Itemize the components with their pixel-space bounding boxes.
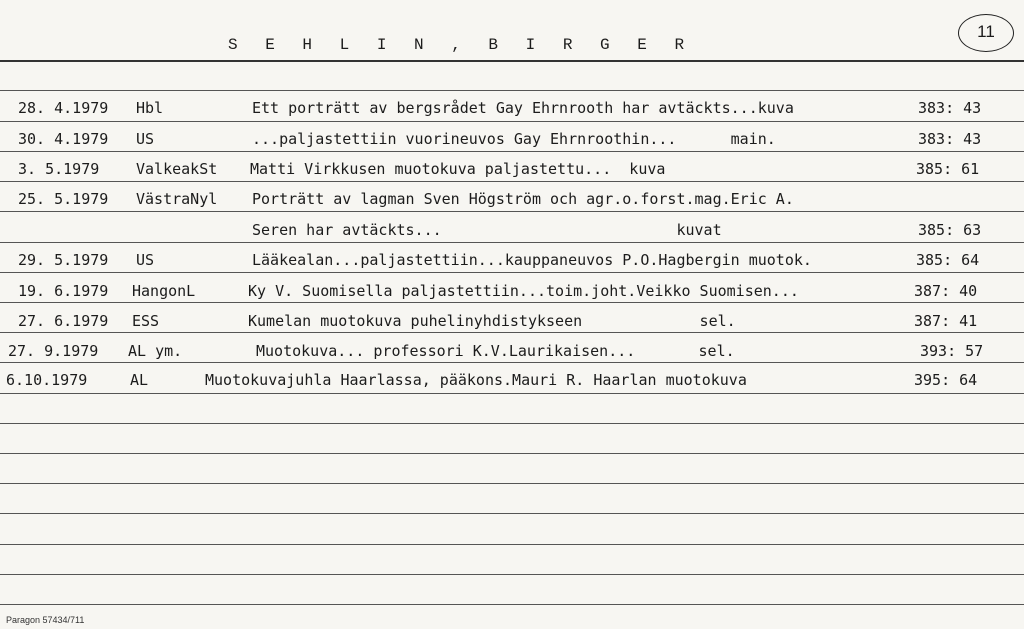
entry-source: Hbl	[136, 99, 164, 117]
entry-ref: 385: 63	[918, 221, 982, 239]
entry-ref: 383: 43	[918, 99, 982, 117]
entry-source: VästraNyl	[136, 190, 218, 208]
entry-row	[0, 189, 1024, 219]
entry-source: AL	[130, 371, 149, 389]
entry-date: 3. 5.1979	[18, 160, 100, 178]
entry-text: Lääkealan...paljastettiin...kauppaneuvos P.O.Hagbergin muotok.	[252, 251, 812, 269]
ruled-line	[0, 574, 1024, 575]
ruled-line	[0, 604, 1024, 605]
ruled-line	[0, 513, 1024, 514]
card-number: 11	[958, 14, 1014, 52]
entry-date: 25. 5.1979	[18, 190, 109, 208]
entry-text: Ett porträtt av bergsrådet Gay Ehrnrooth har avtäckts...kuva	[252, 99, 794, 117]
card-footer: Paragon 57434/711	[6, 615, 85, 625]
entry-ref: 385: 64	[916, 251, 980, 269]
entry-text: Ky V. Suomisella paljastettiin...toim.joht.Veikko Suomisen...	[248, 282, 799, 300]
ruled-line	[0, 423, 1024, 424]
entry-ref: 387: 41	[914, 312, 978, 330]
entry-ref: 387: 40	[914, 282, 978, 300]
entry-row	[0, 98, 1024, 128]
entry-source: ESS	[132, 312, 160, 330]
ruled-line	[0, 544, 1024, 545]
entry-ref: 393: 57	[920, 342, 984, 360]
entry-source: ValkeakSt	[136, 160, 218, 178]
entry-ref: 395: 64	[914, 371, 978, 389]
card-title: S E H L I N , B I R G E R	[228, 36, 694, 54]
entry-text: Seren har avtäckts... kuvat	[252, 221, 722, 239]
entry-date: 27. 9.1979	[8, 342, 99, 360]
entry-date: 19. 6.1979	[18, 282, 109, 300]
entry-ref: 383: 43	[918, 130, 982, 148]
ruled-line	[0, 453, 1024, 454]
ruled-line	[0, 90, 1024, 91]
entry-ref: 385: 61	[916, 160, 980, 178]
entry-date: 28. 4.1979	[18, 99, 109, 117]
ruled-line	[0, 483, 1024, 484]
entry-text: ...paljastettiin vuorineuvos Gay Ehrnroothin... main.	[252, 130, 776, 148]
entry-row	[0, 311, 1024, 341]
entry-text: Muotokuvajuhla Haarlassa, pääkons.Mauri R. Haarlan muotokuva	[205, 371, 747, 389]
entry-source: US	[136, 251, 155, 269]
entry-source: AL ym.	[128, 342, 183, 360]
entry-row	[0, 220, 1024, 250]
entry-row	[0, 250, 1024, 280]
entry-date: 27. 6.1979	[18, 312, 109, 330]
entry-text: Porträtt av lagman Sven Högström och agr.o.forst.mag.Eric A.	[252, 190, 794, 208]
entry-row	[0, 281, 1024, 311]
entry-text: Kumelan muotokuva puhelinyhdistykseen sel.	[248, 312, 736, 330]
entry-row	[0, 129, 1024, 159]
header-rule	[0, 60, 1024, 62]
entry-row	[0, 370, 1024, 400]
entry-row	[0, 159, 1024, 189]
entry-text: Matti Virkkusen muotokuva paljastettu... kuva	[250, 160, 666, 178]
entry-source: HangonL	[132, 282, 196, 300]
entry-date: 6.10.1979	[6, 371, 88, 389]
entry-source: US	[136, 130, 155, 148]
entry-date: 30. 4.1979	[18, 130, 109, 148]
entry-text: Muotokuva... professori K.V.Laurikaisen... sel.	[256, 342, 735, 360]
entry-row	[0, 341, 1024, 371]
entry-date: 29. 5.1979	[18, 251, 109, 269]
